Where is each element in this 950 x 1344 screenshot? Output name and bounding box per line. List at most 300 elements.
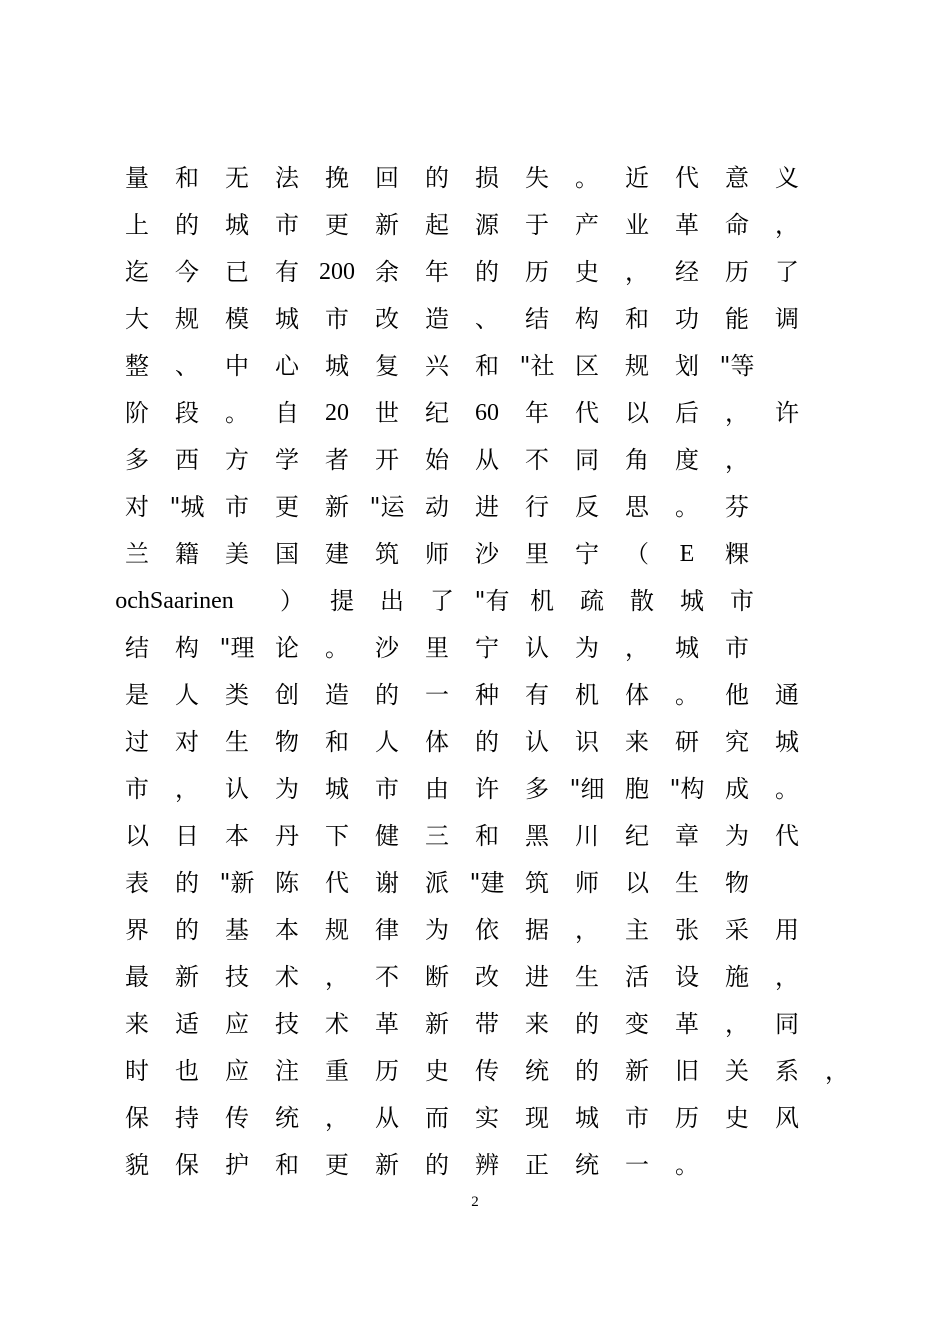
text-char: 胞 bbox=[625, 775, 649, 803]
text-char: ， bbox=[175, 775, 199, 803]
text-char: 。 bbox=[775, 775, 799, 803]
text-char: 以 bbox=[125, 822, 149, 850]
text-line bbox=[0, 1142, 950, 1189]
text-char: 经 bbox=[675, 258, 699, 286]
text-char: 筑 bbox=[525, 869, 549, 897]
text-char: 最 bbox=[125, 963, 149, 991]
text-line bbox=[0, 625, 950, 672]
text-char: 统 bbox=[275, 1104, 299, 1132]
text-char: ， bbox=[625, 634, 649, 662]
text-char: 60 bbox=[475, 400, 499, 426]
text-char: 为 bbox=[275, 775, 299, 803]
text-char: 兰 bbox=[125, 540, 149, 568]
text-char: 人 bbox=[375, 728, 399, 756]
text-char: 和 bbox=[325, 728, 349, 756]
text-char: 城 bbox=[325, 775, 349, 803]
text-line bbox=[0, 860, 950, 907]
text-char: 不 bbox=[525, 446, 549, 474]
text-line bbox=[0, 437, 950, 484]
text-char: 义 bbox=[775, 164, 799, 192]
text-char: 命 bbox=[725, 211, 749, 239]
text-char: 术 bbox=[325, 1010, 349, 1038]
text-char: 史 bbox=[725, 1104, 749, 1132]
text-char: 上 bbox=[125, 211, 149, 239]
text-char: 从 bbox=[375, 1104, 399, 1132]
text-char: 认 bbox=[525, 634, 549, 662]
text-char: 构 bbox=[175, 634, 199, 662]
text-char: "建 bbox=[469, 869, 505, 897]
text-char: 旧 bbox=[675, 1057, 699, 1085]
text-char: 注 bbox=[275, 1057, 299, 1085]
text-char: 宁 bbox=[475, 634, 499, 662]
text-char: 于 bbox=[525, 211, 549, 239]
text-char: 损 bbox=[475, 164, 499, 192]
text-char: 本 bbox=[225, 822, 249, 850]
text-char: 城 bbox=[325, 352, 349, 380]
text-char: 规 bbox=[175, 305, 199, 333]
text-char: 史 bbox=[425, 1057, 449, 1085]
text-char: 国 bbox=[275, 540, 299, 568]
text-char: 新 bbox=[325, 493, 349, 521]
text-char: ， bbox=[575, 916, 599, 944]
text-line bbox=[0, 484, 950, 531]
text-char: ， bbox=[775, 963, 799, 991]
text-char: 过 bbox=[125, 728, 149, 756]
text-char: 应 bbox=[225, 1057, 249, 1085]
text-char: 产 bbox=[575, 211, 599, 239]
text-char: 新 bbox=[175, 963, 199, 991]
text-char: 进 bbox=[475, 493, 499, 521]
text-char: "构 bbox=[669, 775, 705, 803]
text-char: 传 bbox=[475, 1057, 499, 1085]
text-char: 城 bbox=[775, 728, 799, 756]
text-char: 城 bbox=[225, 211, 249, 239]
text-char: 的 bbox=[175, 869, 199, 897]
text-char: 的 bbox=[375, 681, 399, 709]
text-char: 起 bbox=[425, 211, 449, 239]
text-char: 了 bbox=[430, 587, 454, 615]
text-char: 结 bbox=[525, 305, 549, 333]
text-char: 市 bbox=[125, 775, 149, 803]
text-char: 、 bbox=[175, 352, 199, 380]
text-char: 体 bbox=[625, 681, 649, 709]
text-char: 方 bbox=[225, 446, 249, 474]
text-char: "运 bbox=[369, 493, 405, 521]
text-char: 的 bbox=[425, 1151, 449, 1179]
text-char: 时 bbox=[125, 1057, 149, 1085]
text-char: 来 bbox=[625, 728, 649, 756]
text-char: 思 bbox=[625, 493, 649, 521]
text-char: 川 bbox=[575, 822, 599, 850]
text-char: 以 bbox=[625, 399, 649, 427]
text-char: 应 bbox=[225, 1010, 249, 1038]
text-char: 的 bbox=[575, 1010, 599, 1038]
text-char: 类 bbox=[225, 681, 249, 709]
text-char: 更 bbox=[325, 1151, 349, 1179]
text-char: 和 bbox=[175, 164, 199, 192]
text-char: 革 bbox=[675, 211, 699, 239]
text-line bbox=[0, 343, 950, 390]
text-char: 代 bbox=[675, 164, 699, 192]
text-char: 的 bbox=[175, 916, 199, 944]
text-char: 持 bbox=[175, 1104, 199, 1132]
text-char: 市 bbox=[725, 634, 749, 662]
text-char: 筑 bbox=[375, 540, 399, 568]
text-char: 生 bbox=[575, 963, 599, 991]
text-char: 史 bbox=[575, 258, 599, 286]
text-char: 。 bbox=[675, 681, 699, 709]
text-char: 区 bbox=[575, 352, 599, 380]
text-char: 建 bbox=[325, 540, 349, 568]
text-char: 市 bbox=[375, 775, 399, 803]
text-char: 三 bbox=[425, 822, 449, 850]
text-char: 市 bbox=[275, 211, 299, 239]
text-char: 究 bbox=[725, 728, 749, 756]
text-char: ochSaarinen bbox=[115, 588, 234, 614]
text-char: 重 bbox=[325, 1057, 349, 1085]
text-line bbox=[0, 390, 950, 437]
text-char: "社 bbox=[519, 352, 555, 380]
text-char: 护 bbox=[225, 1151, 249, 1179]
text-char: 以 bbox=[625, 869, 649, 897]
text-char: 识 bbox=[575, 728, 599, 756]
text-char: 活 bbox=[625, 963, 649, 991]
text-char: 反 bbox=[575, 493, 599, 521]
text-char: 能 bbox=[725, 305, 749, 333]
text-char: 的 bbox=[475, 258, 499, 286]
text-char: 城 bbox=[575, 1104, 599, 1132]
text-line bbox=[0, 672, 950, 719]
text-char: 始 bbox=[425, 446, 449, 474]
text-char: 多 bbox=[125, 446, 149, 474]
text-char: 历 bbox=[525, 258, 549, 286]
text-line bbox=[0, 907, 950, 954]
text-char: 对 bbox=[125, 493, 149, 521]
text-char: 为 bbox=[425, 916, 449, 944]
text-char: 日 bbox=[175, 822, 199, 850]
text-char: 张 bbox=[675, 916, 699, 944]
text-char: 宁 bbox=[575, 540, 599, 568]
text-char: 造 bbox=[425, 305, 449, 333]
text-char: 由 bbox=[425, 775, 449, 803]
text-char: 、 bbox=[475, 305, 499, 333]
text-char: 生 bbox=[675, 869, 699, 897]
text-char: 正 bbox=[525, 1151, 549, 1179]
text-line bbox=[0, 296, 950, 343]
text-char: 有 bbox=[275, 258, 299, 286]
text-char: 带 bbox=[475, 1010, 499, 1038]
text-char: ， bbox=[325, 1104, 349, 1132]
text-char: 20 bbox=[325, 400, 349, 426]
text-char: 师 bbox=[575, 869, 599, 897]
text-line bbox=[0, 1048, 950, 1095]
text-char: ， bbox=[775, 211, 799, 239]
text-char: 年 bbox=[525, 399, 549, 427]
text-char: 动 bbox=[425, 493, 449, 521]
text-char: 认 bbox=[525, 728, 549, 756]
text-char: 纪 bbox=[625, 822, 649, 850]
text-char: 划 bbox=[675, 352, 699, 380]
text-char: 用 bbox=[775, 916, 799, 944]
text-char: 谢 bbox=[375, 869, 399, 897]
text-char: 段 bbox=[175, 399, 199, 427]
text-char: 研 bbox=[675, 728, 699, 756]
text-char: 纪 bbox=[425, 399, 449, 427]
text-char: 辨 bbox=[475, 1151, 499, 1179]
text-char: 城 bbox=[275, 305, 299, 333]
text-char: "理 bbox=[219, 634, 255, 662]
text-char: 和 bbox=[475, 822, 499, 850]
text-char: "城 bbox=[169, 493, 205, 521]
text-char: 阶 bbox=[125, 399, 149, 427]
text-char: 意 bbox=[725, 164, 749, 192]
text-char: ， bbox=[825, 1057, 849, 1085]
text-char: 有 bbox=[525, 681, 549, 709]
text-char: 为 bbox=[725, 822, 749, 850]
text-char: 西 bbox=[175, 446, 199, 474]
text-char: 中 bbox=[225, 352, 249, 380]
text-char: 市 bbox=[730, 587, 754, 615]
text-char: 构 bbox=[575, 305, 599, 333]
text-char: 今 bbox=[175, 258, 199, 286]
text-char: 派 bbox=[425, 869, 449, 897]
text-line bbox=[0, 202, 950, 249]
text-char: 代 bbox=[775, 822, 799, 850]
text-char: "等 bbox=[719, 352, 755, 380]
text-char: 源 bbox=[475, 211, 499, 239]
text-char: 。 bbox=[325, 634, 349, 662]
text-char: 机 bbox=[575, 681, 599, 709]
text-char: ） bbox=[280, 587, 304, 615]
text-char: ， bbox=[725, 1010, 749, 1038]
text-char: 实 bbox=[475, 1104, 499, 1132]
text-char: 度 bbox=[675, 446, 699, 474]
text-char: 自 bbox=[275, 399, 299, 427]
text-char: 物 bbox=[725, 869, 749, 897]
text-char: 进 bbox=[525, 963, 549, 991]
text-char: 对 bbox=[175, 728, 199, 756]
text-char: 调 bbox=[775, 305, 799, 333]
text-char: 新 bbox=[375, 1151, 399, 1179]
text-char: 认 bbox=[225, 775, 249, 803]
text-char: 表 bbox=[125, 869, 149, 897]
text-char: 师 bbox=[425, 540, 449, 568]
text-char: 改 bbox=[475, 963, 499, 991]
text-char: 也 bbox=[175, 1057, 199, 1085]
text-char: 挽 bbox=[325, 164, 349, 192]
text-char: 大 bbox=[125, 305, 149, 333]
text-char: 基 bbox=[225, 916, 249, 944]
text-char: 丹 bbox=[275, 822, 299, 850]
text-char: 功 bbox=[675, 305, 699, 333]
text-char: 而 bbox=[425, 1104, 449, 1132]
text-char: 生 bbox=[225, 728, 249, 756]
text-char: 回 bbox=[375, 164, 399, 192]
text-char: 风 bbox=[775, 1104, 799, 1132]
text-char: 据 bbox=[525, 916, 549, 944]
text-char: "有 bbox=[474, 587, 510, 615]
text-char: 是 bbox=[125, 681, 149, 709]
text-line bbox=[0, 1095, 950, 1142]
text-char: 术 bbox=[275, 963, 299, 991]
text-char: 开 bbox=[375, 446, 399, 474]
text-char: ， bbox=[725, 446, 749, 474]
text-char: 同 bbox=[775, 1010, 799, 1038]
text-line bbox=[0, 813, 950, 860]
text-char: 统 bbox=[575, 1151, 599, 1179]
text-char: 历 bbox=[675, 1104, 699, 1132]
text-char: 美 bbox=[225, 540, 249, 568]
text-char: 沙 bbox=[475, 540, 499, 568]
text-char: 变 bbox=[625, 1010, 649, 1038]
text-char: 保 bbox=[175, 1151, 199, 1179]
text-char: 疏 bbox=[580, 587, 604, 615]
text-char: 后 bbox=[675, 399, 699, 427]
text-char: 角 bbox=[625, 446, 649, 474]
text-char: 一 bbox=[425, 681, 449, 709]
text-char: 界 bbox=[125, 916, 149, 944]
text-line bbox=[0, 766, 950, 813]
text-char: 新 bbox=[425, 1010, 449, 1038]
text-char: 新 bbox=[375, 211, 399, 239]
text-char: 造 bbox=[325, 681, 349, 709]
text-char: 通 bbox=[775, 681, 799, 709]
text-char: 来 bbox=[525, 1010, 549, 1038]
text-char: ， bbox=[725, 399, 749, 427]
text-char: 规 bbox=[325, 916, 349, 944]
text-char: 改 bbox=[375, 305, 399, 333]
text-char: 更 bbox=[275, 493, 299, 521]
text-char: 历 bbox=[725, 258, 749, 286]
text-char: 律 bbox=[375, 916, 399, 944]
text-char: 散 bbox=[630, 587, 654, 615]
text-char: 规 bbox=[625, 352, 649, 380]
text-char: 从 bbox=[475, 446, 499, 474]
text-char: 同 bbox=[575, 446, 599, 474]
text-line bbox=[0, 531, 950, 578]
text-char: 世 bbox=[375, 399, 399, 427]
text-char: 保 bbox=[125, 1104, 149, 1132]
text-char: 机 bbox=[530, 587, 554, 615]
text-char: 迄 bbox=[125, 258, 149, 286]
text-char: 市 bbox=[225, 493, 249, 521]
text-char: 余 bbox=[375, 258, 399, 286]
text-char: 行 bbox=[525, 493, 549, 521]
text-line bbox=[0, 155, 950, 202]
text-char: 的 bbox=[475, 728, 499, 756]
text-char: 兴 bbox=[425, 352, 449, 380]
text-char: 成 bbox=[725, 775, 749, 803]
text-char: 创 bbox=[275, 681, 299, 709]
text-char: 断 bbox=[425, 963, 449, 991]
text-char: 籍 bbox=[175, 540, 199, 568]
text-char: 统 bbox=[525, 1057, 549, 1085]
text-char: 提 bbox=[330, 587, 354, 615]
text-char: 革 bbox=[675, 1010, 699, 1038]
text-char: 代 bbox=[575, 399, 599, 427]
text-char: 采 bbox=[725, 916, 749, 944]
text-line bbox=[0, 1001, 950, 1048]
text-char: 新 bbox=[625, 1057, 649, 1085]
text-char: 为 bbox=[575, 634, 599, 662]
text-char: 出 bbox=[380, 587, 404, 615]
text-char: 依 bbox=[475, 916, 499, 944]
text-char: 许 bbox=[775, 399, 799, 427]
text-char: 芬 bbox=[725, 493, 749, 521]
text-char: 陈 bbox=[275, 869, 299, 897]
text-char: "新 bbox=[219, 869, 255, 897]
text-char: 市 bbox=[625, 1104, 649, 1132]
text-char: 。 bbox=[575, 164, 599, 192]
text-char: 量 bbox=[125, 164, 149, 192]
text-char: 失 bbox=[525, 164, 549, 192]
text-char: 施 bbox=[725, 963, 749, 991]
text-char: 章 bbox=[675, 822, 699, 850]
text-char: 无 bbox=[225, 164, 249, 192]
text-char: 者 bbox=[325, 446, 349, 474]
text-char: 技 bbox=[225, 963, 249, 991]
text-char: 黑 bbox=[525, 822, 549, 850]
text-line bbox=[0, 719, 950, 766]
text-char: 的 bbox=[175, 211, 199, 239]
text-char: 复 bbox=[375, 352, 399, 380]
text-char: 关 bbox=[725, 1057, 749, 1085]
text-char: 结 bbox=[125, 634, 149, 662]
text-char: 论 bbox=[275, 634, 299, 662]
text-char: 本 bbox=[275, 916, 299, 944]
text-char: 适 bbox=[175, 1010, 199, 1038]
text-char: 体 bbox=[425, 728, 449, 756]
text-char: 和 bbox=[275, 1151, 299, 1179]
text-char: 城 bbox=[675, 634, 699, 662]
text-char: 来 bbox=[125, 1010, 149, 1038]
text-char: 法 bbox=[275, 164, 299, 192]
text-char: 。 bbox=[675, 493, 699, 521]
text-char: 已 bbox=[225, 258, 249, 286]
text-char: 整 bbox=[125, 352, 149, 380]
text-char: 他 bbox=[725, 681, 749, 709]
text-char: 种 bbox=[475, 681, 499, 709]
text-char: "细 bbox=[569, 775, 605, 803]
text-char: ， bbox=[325, 963, 349, 991]
text-char: 设 bbox=[675, 963, 699, 991]
text-char: ， bbox=[625, 258, 649, 286]
text-char: 模 bbox=[225, 305, 249, 333]
text-char: 里 bbox=[525, 540, 549, 568]
text-line bbox=[0, 249, 950, 296]
text-char: 历 bbox=[375, 1057, 399, 1085]
text-char: 市 bbox=[325, 305, 349, 333]
text-char: 物 bbox=[275, 728, 299, 756]
text-char: 主 bbox=[625, 916, 649, 944]
text-char: 健 bbox=[375, 822, 399, 850]
text-char: 业 bbox=[625, 211, 649, 239]
text-char: 的 bbox=[575, 1057, 599, 1085]
text-char: 下 bbox=[325, 822, 349, 850]
text-char: 的 bbox=[425, 164, 449, 192]
text-char: 沙 bbox=[375, 634, 399, 662]
text-char: 近 bbox=[625, 164, 649, 192]
text-char: 代 bbox=[325, 869, 349, 897]
text-char: 系 bbox=[775, 1057, 799, 1085]
text-char: 传 bbox=[225, 1104, 249, 1132]
page-number: 2 bbox=[471, 1194, 479, 1210]
text-char: E bbox=[679, 541, 695, 567]
text-char: 和 bbox=[625, 305, 649, 333]
text-line bbox=[0, 578, 950, 625]
text-char: （ bbox=[625, 540, 649, 568]
text-char: 。 bbox=[225, 399, 249, 427]
